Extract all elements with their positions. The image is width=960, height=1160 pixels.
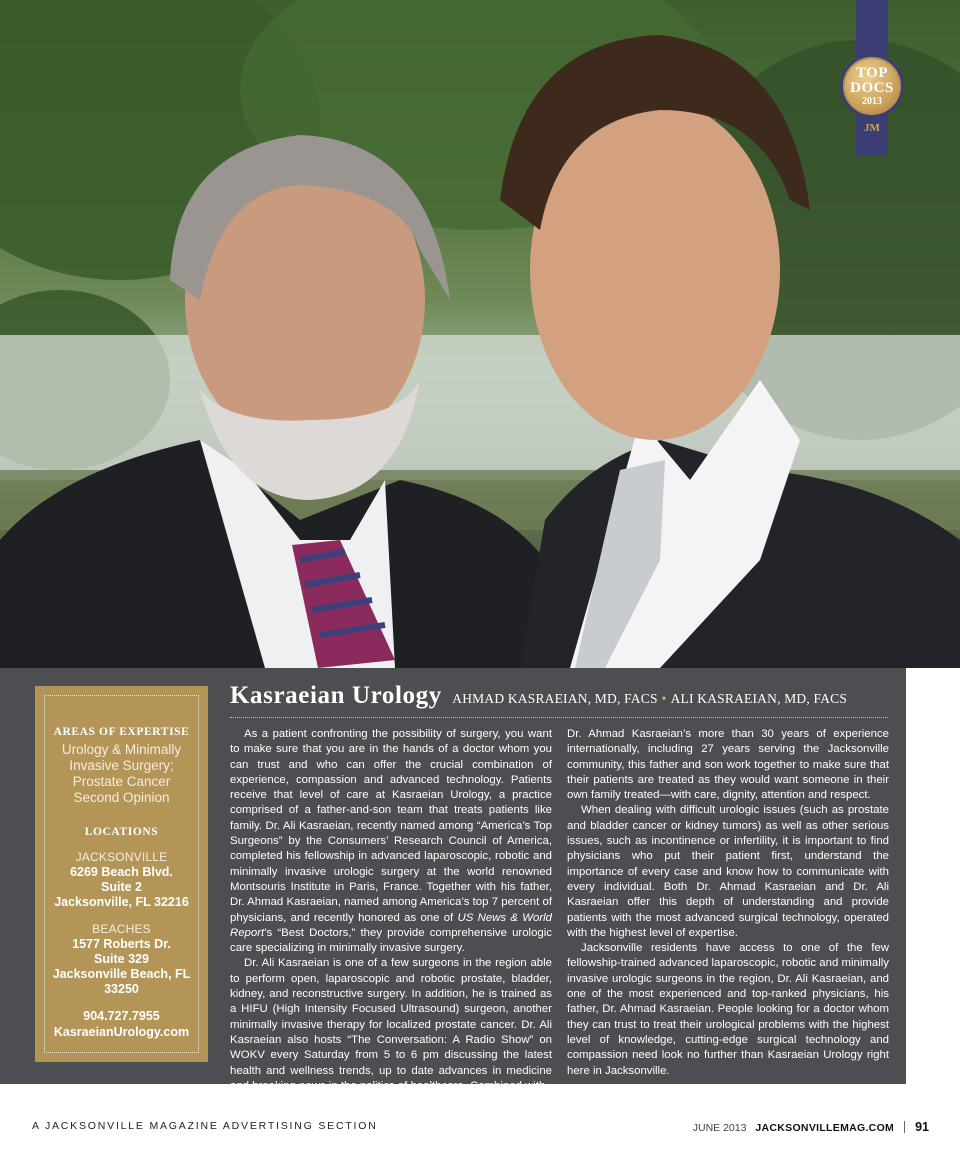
paragraph: When dealing with difficult urologic issues (such as prostate and bladder cancer or kidney tumors) as well as other serious issues, such as incontinence or infertility, it is important to find physicians who put their patient first, understand the importance of every case and know how to communicate with every individual. Both Dr. Ahmad Kasraeian and Dr. Ali Kasraeian offer this depth of understanding and provide patients with the most advanced surgical technology, operated with the highest level of expertise. (567, 804, 889, 939)
paragraph-text: As a patient confronting the possibility of surgery, you want to make sure that you are in the hands of a doctor whom you can trust and who can offer the crucial combination of experience, compassion and advanced technology. Patients receive that level of care at Kasraeian Urology, a practice comprised of a father-and-son team that treats patients like family. Dr. Ali Kasraeian, recently named among “America’s Top Surgeons” by the Consumers’ Research Council of America, completed his fellowship in advanced laparoscopic, robotic and minimally invasive urologic surgery at the world renowned Montsouris Institute in Paris, France. Together with his father, Dr. Ahmad Kasraeian, named among America’s top 7 percent of physicians, and recently honored as one of (230, 728, 552, 924)
locations-heading: LOCATIONS (84, 826, 159, 838)
paragraph (230, 727, 552, 956)
badge-line2: DOCS (850, 80, 894, 96)
address-line: Suite 329 (94, 952, 149, 966)
location-address (45, 865, 198, 910)
address-line: 6269 Beach Blvd. (70, 865, 173, 879)
location-name: JACKSONVILLE (75, 850, 168, 864)
badge-year: 2013 (862, 96, 882, 107)
page-number: 91 (915, 1120, 929, 1134)
article-column-2 (567, 727, 889, 1079)
address-line: Suite 2 (101, 880, 142, 894)
address-line: Jacksonville, FL 32216 (54, 895, 189, 909)
location-name: BEACHES (92, 922, 151, 936)
folio-divider (904, 1121, 905, 1133)
doctor-1: AHMAD KASRAEIAN, MD, FACS (452, 691, 658, 706)
magazine-website[interactable]: JACKSONVILLEMAG.COM (755, 1122, 895, 1134)
location-address (45, 937, 198, 997)
title-divider (230, 717, 888, 718)
separator-dot: • (661, 691, 667, 706)
doctor-2: ALI KASRAEIAN, MD, FACS (670, 691, 848, 706)
paragraph: Dr. Ali Kasraeian is one of a few surgeons in the region able to perform open, laparoscopic and robotic prostate, bladder, kidney, and reconstructive surgery. In addition, he is trained as a HIFU (High Intensity Focused Ultrasound) surgeon, another minimally invasive therapy for localized prostate cancer. Dr. Ali Kasraeian also hosts “The Conversation: A Radio Show” on WOKV every Saturday from 5 to 6 pm discussing the latest health and wellness trends, up to date advances in medicine and breaking news in the politics of healthcare. Combined with (230, 957, 552, 1092)
sidebar-box (35, 686, 208, 1062)
sidebar-content (44, 695, 199, 1053)
doctor-names (452, 691, 847, 706)
folio (693, 1120, 929, 1134)
badge-monogram: JM (864, 122, 880, 134)
phone-number: 904.727.7955 (83, 1009, 160, 1023)
address-line: 1577 Roberts Dr. (72, 937, 171, 951)
top-docs-badge (840, 54, 904, 118)
website-link[interactable]: KasraeianUrology.com (53, 1025, 190, 1039)
address-line: Jacksonville Beach, FL 33250 (52, 967, 191, 996)
expertise-text: Urology & Minimally Invasive Surgery; Prostate Cancer Second Opinion (61, 742, 182, 805)
article-title (230, 682, 890, 718)
practice-name: Kasraeian Urology (230, 682, 442, 709)
paragraph: Jacksonville residents have access to one of the few fellowship-trained advanced laparoscopic, robotic and minimally invasive urologic surgeons in the region, Dr. Ali Kasraeian, and one of the most experienced and top-ranked physicians, his father, Dr. Ahmad Kasraeian. People looking for a doctor whom they can trust to treat their urological problems with the highest level of knowledge, cutting-edge surgical technology and compassion need look no further than Kasraeian Urology right here in Jacksonville. (567, 942, 889, 1077)
publication-name: US News & World Report (230, 911, 552, 939)
badge-line1: TOP (855, 65, 889, 81)
expertise-heading: AREAS OF EXPERTISE (53, 726, 190, 738)
issue-date: JUNE 2013 (692, 1122, 747, 1134)
paragraph: Dr. Ahmad Kasraeian’s more than 30 years of experience internationally, including 27 years serving the Jacksonville community, this father and son work together to make sure that their patients are treated as they would want someone in their own family treated—with care, dignity, attention and respect. (567, 728, 889, 802)
section-label: A JACKSONVILLE MAGAZINE ADVERTISING SECTION (32, 1120, 378, 1132)
article-column-1 (230, 727, 552, 1094)
paragraph-text: ’s “Best Doctors,” they provide comprehensive urologic care specializing in minimally invasive surgery. (230, 926, 552, 955)
